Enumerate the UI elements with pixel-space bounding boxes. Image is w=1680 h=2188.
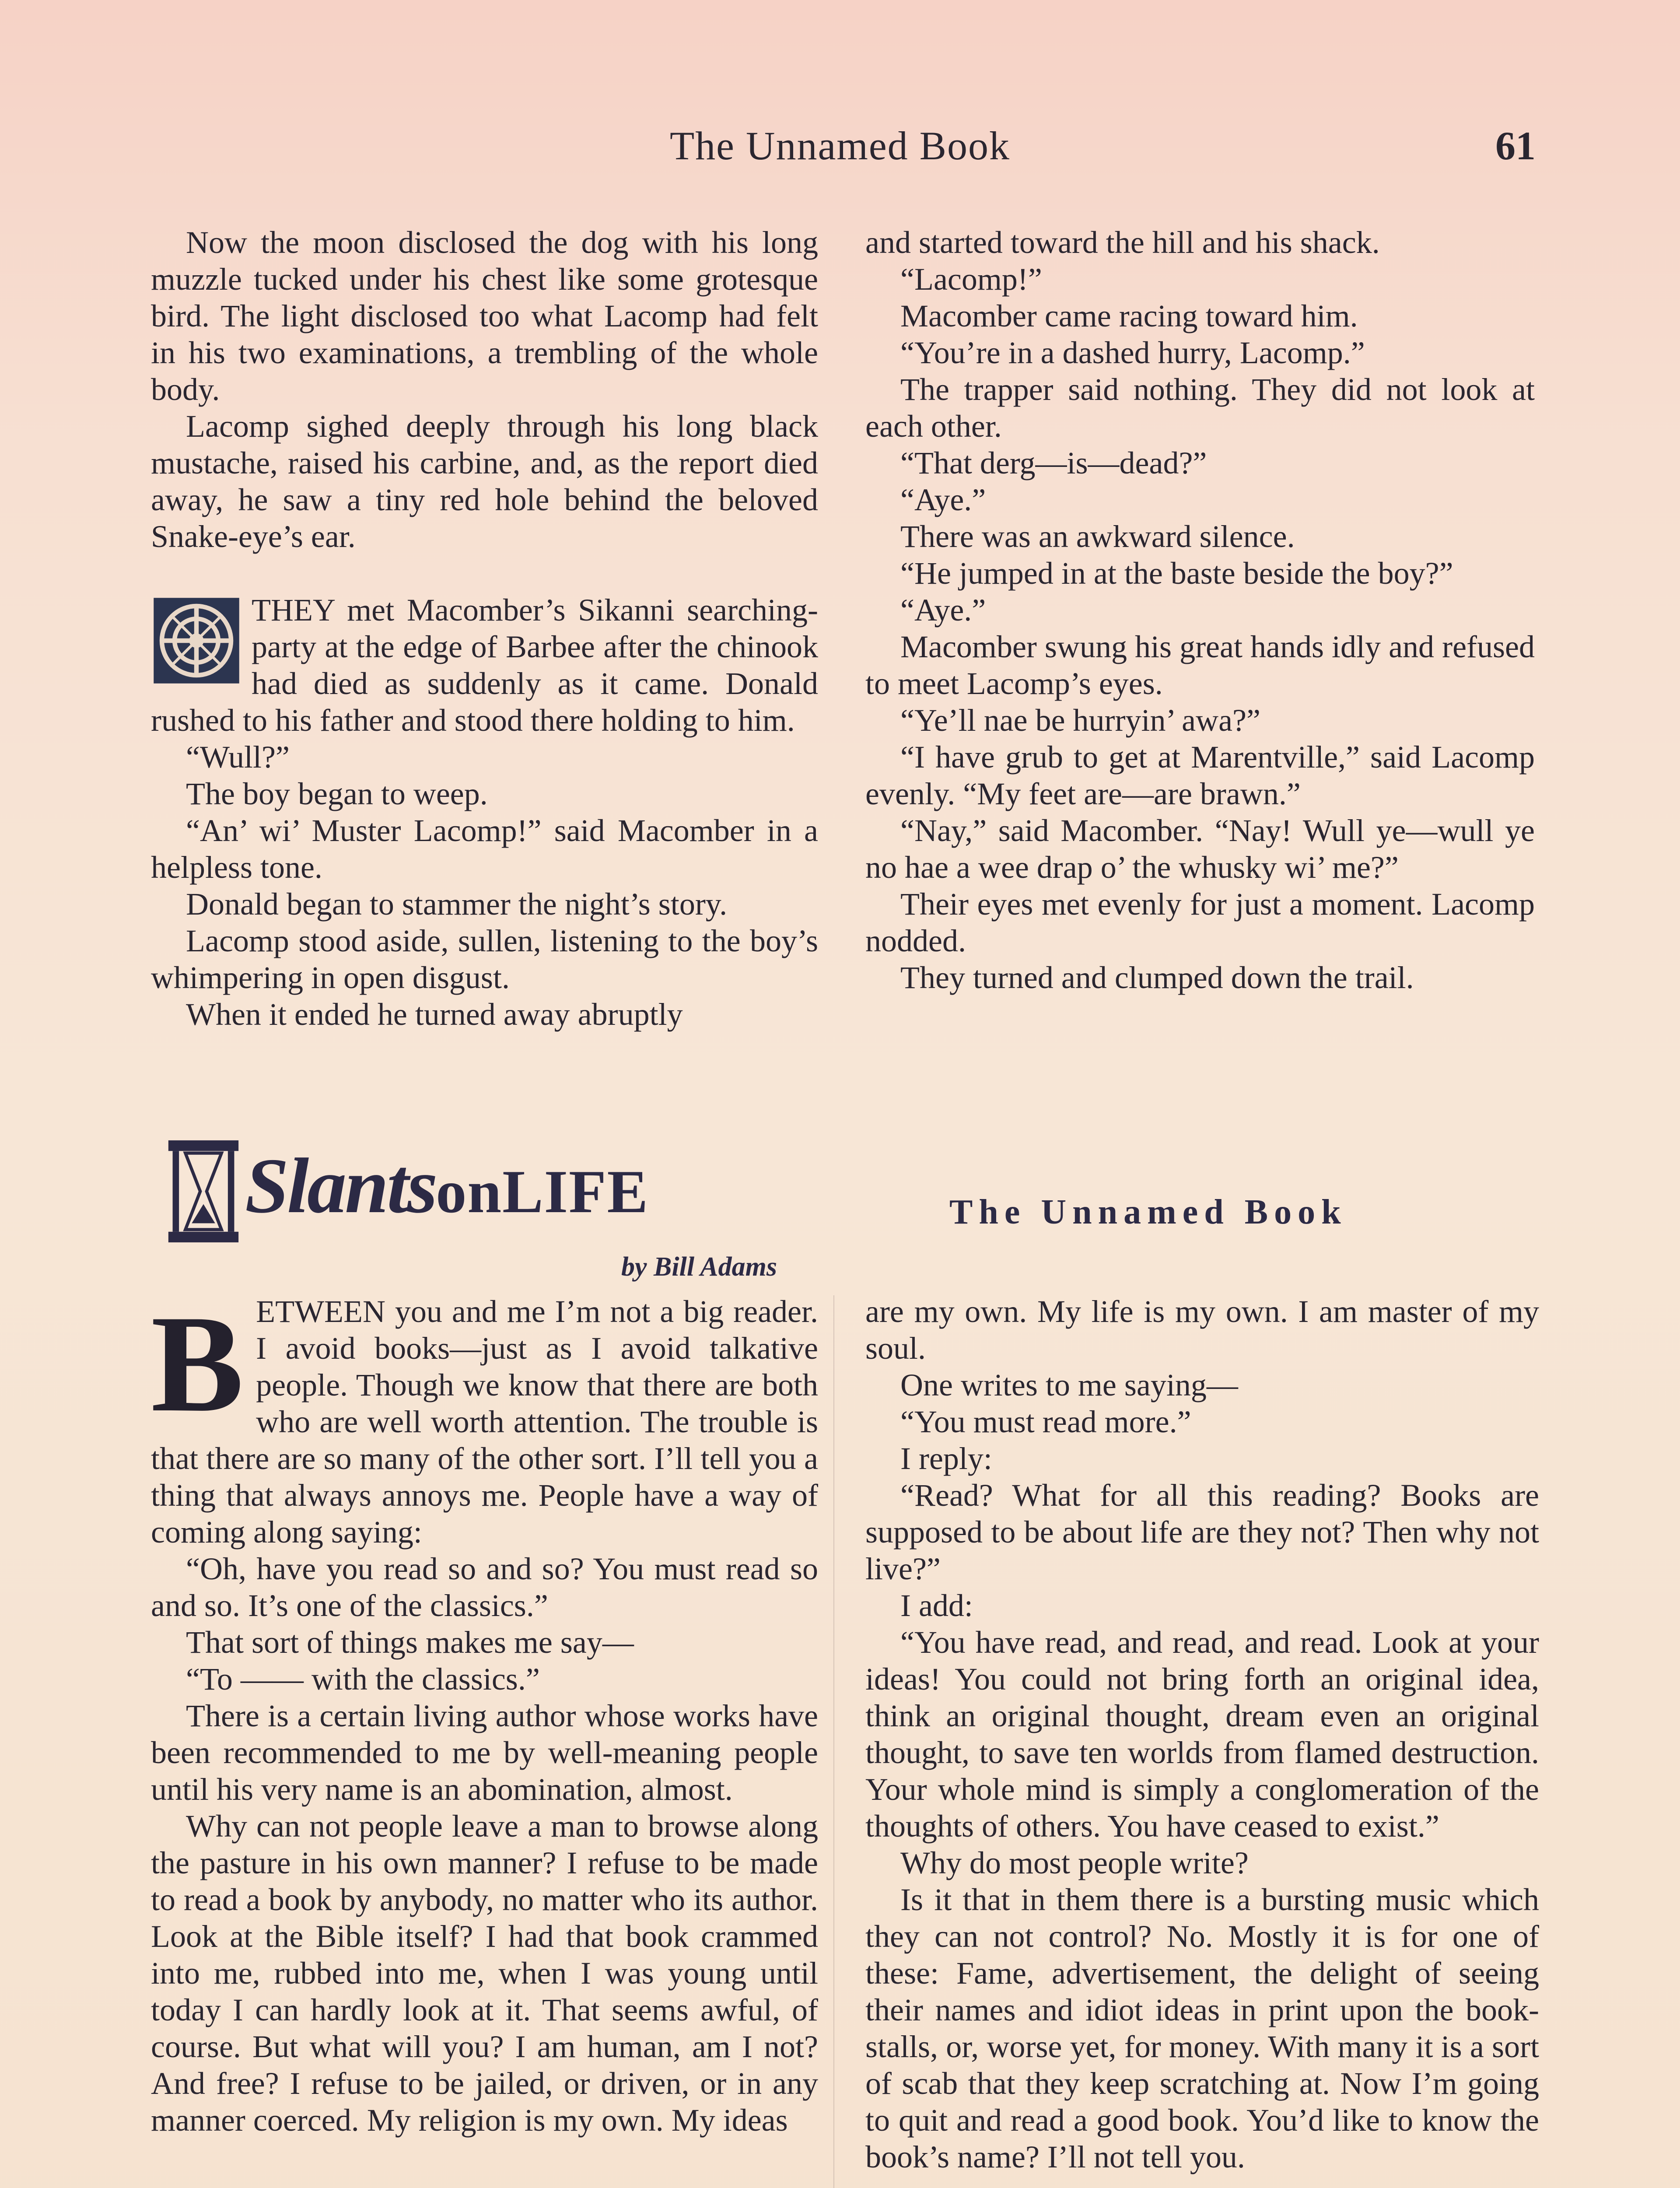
paragraph: Why can not people leave a man to browse along the pasture in his own manner? I refuse to be made to read a book by anybody, no matter who its author. Look at the Bible itself? I had that book crammed into me, rubbed into me, when I was young until today I can hardly look at it. That seems awful, of course. But what will you? I am human, am I not? And free? I refuse to be jailed, or driven, or in any manner coerced. My religion is my own. My ideas — [151, 1809, 818, 2138]
masthead-on: on — [436, 1158, 503, 1226]
opening-paragraph — [151, 1287, 818, 1550]
drop-cap: B — [151, 1287, 244, 1441]
paragraph: “You have read, and read, and read. Look at your ideas! You could not bring forth an original idea, think an original thought, dream even an original thought, to save ten worlds from flamed destruction. Your whole mind is simply a conglomeration of the thoughts of others. You have ceased to exist.” — [865, 1625, 1539, 1844]
paragraph: “That derg—is—dead?” — [900, 445, 1207, 480]
paragraph: “I have grub to get at Marentville,” said Lacomp evenly. “My feet are—are brawn.” — [865, 740, 1535, 811]
masthead-title — [245, 1142, 649, 1236]
paragraph: Donald began to stammer the night’s story. — [186, 887, 728, 922]
paragraph: “Oh, have you read so and so? You must read so and so. It’s one of the classics.” — [151, 1551, 818, 1623]
story-right-column — [865, 224, 1535, 996]
paragraph: There is a certain living author whose works have been recommended to me by well-meaning people until his very name is an abomination, almost. — [151, 1698, 818, 1807]
paragraph: Lacomp stood aside, sullen, listening to the boy’s whimpering in open disgust. — [151, 923, 818, 995]
paragraph: “You must read more.” — [900, 1404, 1191, 1439]
paragraph: “Aye.” — [900, 482, 986, 517]
celtic-knot-ornament-icon — [151, 595, 242, 686]
essay-right-column — [865, 1293, 1539, 2175]
paragraph: Macomber swung his great hands idly and refused to meet Lacomp’s eyes. — [865, 629, 1535, 701]
running-title: The Unnamed Book — [669, 123, 1011, 168]
paragraph: “Lacomp!” — [900, 262, 1042, 297]
paragraph-text: THEY met Macomber’s Sikanni searching-party at the edge of Barbee after the chinook had died as suddenly as it came. Donald rushed to his father and stood there holding to him. — [151, 593, 818, 738]
paragraph: “Nay,” said Macomber. “Nay! Wull ye—wull ye no hae a wee drap o’ the whusky wi’ me?” — [865, 813, 1535, 885]
paragraph: “Wull?” — [186, 740, 290, 775]
hourglass-icon — [166, 1138, 241, 1245]
paragraph: Is it that in them there is a bursting music which they can not control? No. Mostly it is for one of these: Fame, advertisement, the delight of seeing their names and idiot ideas in print upon the book-stalls, or, worse yet, for money. With many it is a sort of scab that they keep scratching at. Now I’m going to quit and read a good book. You’d like to know the book’s name? I’ll not tell you. — [865, 1882, 1539, 2174]
section-start-paragraph — [151, 592, 818, 739]
paragraph: They turned and clumped down the trail. — [900, 960, 1414, 995]
slants-on-life-masthead — [166, 1138, 849, 1247]
paragraph: I reply: — [900, 1441, 992, 1476]
paragraph: That sort of things makes me say— — [186, 1625, 634, 1660]
paragraph: Why do most people write? — [900, 1845, 1249, 1880]
paragraph: There was an awkward silence. — [900, 519, 1295, 554]
paragraph: “To —— with the classics.” — [186, 1662, 540, 1697]
masthead-script: Slants — [245, 1142, 436, 1229]
paragraph: The trapper said nothing. They did not look at each other. — [865, 372, 1535, 444]
essay-left-column — [151, 1287, 818, 2139]
story-left-column — [151, 224, 818, 1033]
paragraph: One writes to me saying— — [900, 1368, 1238, 1403]
paragraph: “He jumped in at the baste beside the boy?” — [900, 556, 1453, 591]
paragraph: I add: — [900, 1588, 973, 1623]
paragraph: “You’re in a dashed hurry, Lacomp.” — [900, 335, 1365, 370]
paragraph: “Aye.” — [900, 593, 986, 628]
byline: by Bill Adams — [621, 1252, 777, 1282]
paragraph: The boy began to weep. — [186, 776, 488, 811]
paragraph: Now the moon disclosed the dog with his long muzzle tucked under his chest like some grotesque bird. The light disclosed too what Lacomp had felt in his two examinations, a trembling of the whole body. — [151, 225, 818, 407]
page-number: 61 — [1495, 123, 1536, 168]
paragraph: “An’ wi’ Muster Lacomp!” said Macomber in a helpless tone. — [151, 813, 818, 885]
paragraph: are my own. My life is my own. I am master of my soul. — [865, 1294, 1539, 1366]
paragraph: “Ye’ll nae be hurryin’ awa?” — [900, 703, 1260, 738]
paragraph: and started toward the hill and his shack. — [865, 225, 1380, 260]
paragraph: Their eyes met evenly for just a moment. Lacomp nodded. — [865, 887, 1535, 958]
column-divider — [833, 1295, 834, 2188]
paragraph-text: ETWEEN you and me I’m not a big reader. I avoid books—just as I avoid talkative people. Though we know that there are both who are well worth attention. The trouble is that there are so many of the other sort. I’ll tell you a thing that always annoys me. People have a way of coming along saying: — [151, 1294, 818, 1550]
paragraph: When it ended he turned away abruptly — [186, 997, 683, 1032]
section-title: The Unnamed Book — [949, 1193, 1347, 1231]
masthead-life: LIFE — [502, 1158, 649, 1226]
paragraph: Macomber came racing toward him. — [900, 298, 1358, 333]
paragraph: Lacomp sighed deeply through his long black mustache, raised his carbine, and, as the report died away, he saw a tiny red hole behind the beloved Snake-eye’s ear. — [151, 409, 818, 554]
paragraph: “Read? What for all this reading? Books are supposed to be about life are they not? Then why not live?” — [865, 1478, 1539, 1586]
